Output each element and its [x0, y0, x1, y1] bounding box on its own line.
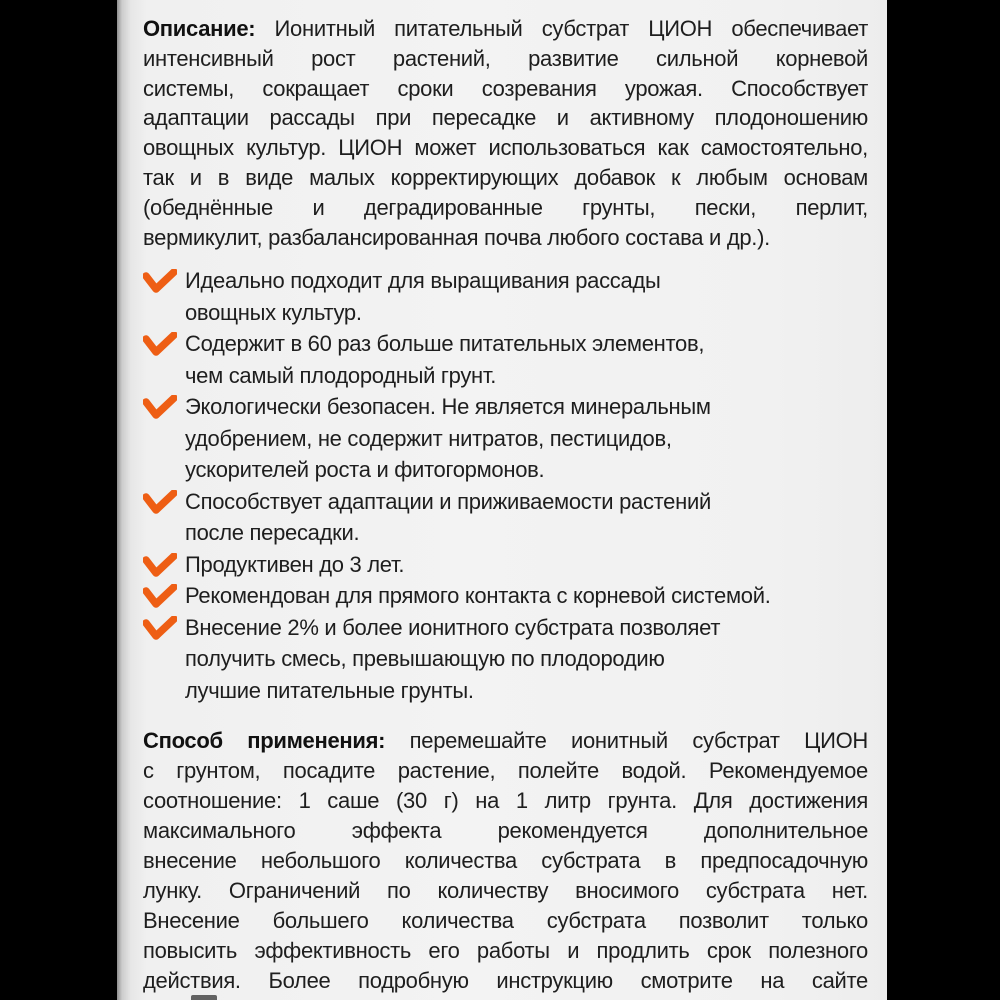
feature-line: Рекомендован для прямого контакта с корневой системой.: [185, 583, 771, 609]
feature-line: Внесение 2% и более ионитного субстрата позволяет: [185, 614, 721, 640]
checkmark-icon: [143, 391, 185, 420]
feature-text: [185, 328, 868, 391]
description-line: (обеднённые и деградированные грунты, пески, перлит,: [143, 194, 868, 220]
feature-list: [143, 265, 868, 706]
usage-line: лунку. Ограничений по количеству вносимого субстрата нет.: [143, 878, 868, 904]
description-line: овощных культур. ЦИОН может использоваться как самостоятельно,: [143, 135, 868, 161]
description-line: вермикулит, разбалансированная почва любого состава и др.).: [143, 224, 770, 250]
feature-text: [185, 549, 868, 581]
feature-item: [143, 580, 868, 612]
description-line: [143, 14, 868, 44]
feature-text: [185, 265, 868, 328]
feature-item: [143, 391, 868, 486]
usage-paragraph: [143, 726, 868, 996]
feature-line: Идеально подходит для выращивания рассады: [185, 268, 661, 294]
feature-text: [185, 580, 868, 612]
description-line: системы, сокращает сроки созревания урожая. Способствует: [143, 75, 868, 101]
description-paragraph: [143, 14, 868, 252]
usage-line: максимального эффекта рекомендуется дополнительное: [143, 818, 868, 844]
checkmark-icon: [143, 612, 185, 641]
checkmark-icon: [143, 549, 185, 578]
product-label: [117, 0, 887, 1000]
checkmark-icon: [143, 486, 185, 515]
checkmark-icon: [143, 265, 185, 294]
feature-line: Способствует адаптации и приживаемости растений: [185, 488, 711, 514]
usage-line: с грунтом, посадите растение, полейте водой. Рекомендуемое: [143, 758, 868, 784]
feature-item: [143, 265, 868, 328]
usage-heading: Способ применения:: [143, 728, 386, 754]
cut-off-text-top: [191, 995, 217, 1000]
feature-text: [185, 486, 868, 549]
feature-item: [143, 549, 868, 581]
feature-line: Экологически безопасен. Не является минеральным: [185, 394, 711, 420]
feature-line: Содержит в 60 раз больше питательных элементов,: [185, 331, 705, 357]
feature-line: после пересадки.: [185, 520, 360, 546]
description-line: интенсивный рост растений, развитие сильной корневой: [143, 45, 868, 71]
usage-line: повысить эффективность его работы и продлить срок полезного: [143, 938, 868, 964]
feature-text: [185, 391, 868, 486]
feature-line: лучшие питательные грунты.: [185, 677, 474, 703]
description-line: адаптации рассады при пересадке и активному плодоношению: [143, 105, 868, 131]
description-heading: Описание:: [143, 16, 256, 41]
feature-line: овощных культур.: [185, 299, 362, 325]
usage-line: [143, 726, 868, 756]
usage-line: Внесение большего количества субстрата позволит только: [143, 908, 868, 934]
feature-line: удобрением, не содержит нитратов, пестицидов,: [185, 425, 672, 451]
feature-item: [143, 328, 868, 391]
description-text: Ионитный питательный субстрат ЦИОН обеспечивает: [274, 16, 868, 41]
usage-text: перемешайте ионитный субстрат ЦИОН: [409, 728, 868, 754]
feature-line: получить смесь, превышающую по плодородию: [185, 646, 665, 672]
feature-line: Продуктивен до 3 лет.: [185, 551, 405, 577]
description-line: так и в виде малых корректирующих добавок к любым основам: [143, 164, 868, 190]
checkmark-icon: [143, 328, 185, 357]
feature-line: чем самый плодородный грунт.: [185, 362, 497, 388]
usage-line: действия. Более подробную инструкцию смотрите на сайте: [143, 968, 868, 994]
usage-line: внесение небольшого количества субстрата в предпосадочную: [143, 848, 868, 874]
feature-text: [185, 612, 868, 707]
checkmark-icon: [143, 580, 185, 609]
usage-line: соотношение: 1 саше (30 г) на 1 литр грунта. Для достижения: [143, 788, 868, 814]
feature-item: [143, 612, 868, 707]
feature-line: ускорителей роста и фитогормонов.: [185, 457, 545, 483]
feature-item: [143, 486, 868, 549]
